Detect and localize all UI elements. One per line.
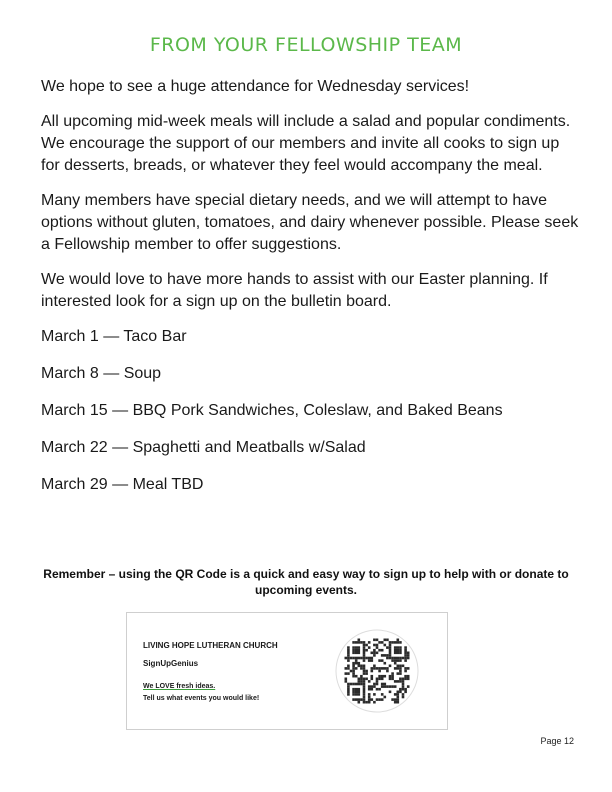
page-title: FROM YOUR FELLOWSHIP TEAM: [149, 34, 463, 56]
page-number: Page 12: [540, 736, 574, 746]
paragraph: We would love to have more hands to assist with our Easter planning. If interested look for a sign up on the bulletin board.: [41, 271, 548, 310]
paragraph: We hope to see a huge attendance for Wednesday services!: [41, 78, 470, 95]
organization-name: LIVING HOPE LUTHERAN CHURCH: [143, 641, 278, 650]
meal-schedule-item: March 15 — BBQ Pork Sandwiches, Coleslaw, and Baked Beans: [41, 402, 503, 419]
tagline: We LOVE fresh ideas.: [143, 683, 216, 690]
signup-prompt: Tell us what events you would like!: [143, 695, 260, 702]
meal-schedule-item: March 22 — Spaghetti and Meatballs w/Salad: [41, 439, 366, 456]
paragraph: Many members have special dietary needs, and we will attempt to have options without gluten, tomatoes, and dairy whenever possible. Please seek a Fellowship member to offer suggestions.: [41, 192, 579, 253]
qr-reminder-text: Remember – using the QR Code is a quick and easy way to sign up to help with or donate to upcoming events.: [43, 567, 569, 597]
signup-card: [126, 612, 448, 730]
meal-schedule-item: March 1 — Taco Bar: [41, 328, 187, 345]
service-name: SignUpGenius: [143, 659, 199, 668]
meal-schedule-item: March 29 — Meal TBD: [41, 476, 204, 493]
meal-schedule-item: March 8 — Soup: [41, 365, 162, 382]
paragraph: All upcoming mid-week meals will include a salad and popular condiments. We encourage the support of our members and invite all cooks to sign up for desserts, breads, or whatever they feel would accompany the meal.: [41, 113, 571, 174]
newsletter-body: [41, 76, 581, 511]
qr-code-icon[interactable]: [335, 629, 419, 713]
